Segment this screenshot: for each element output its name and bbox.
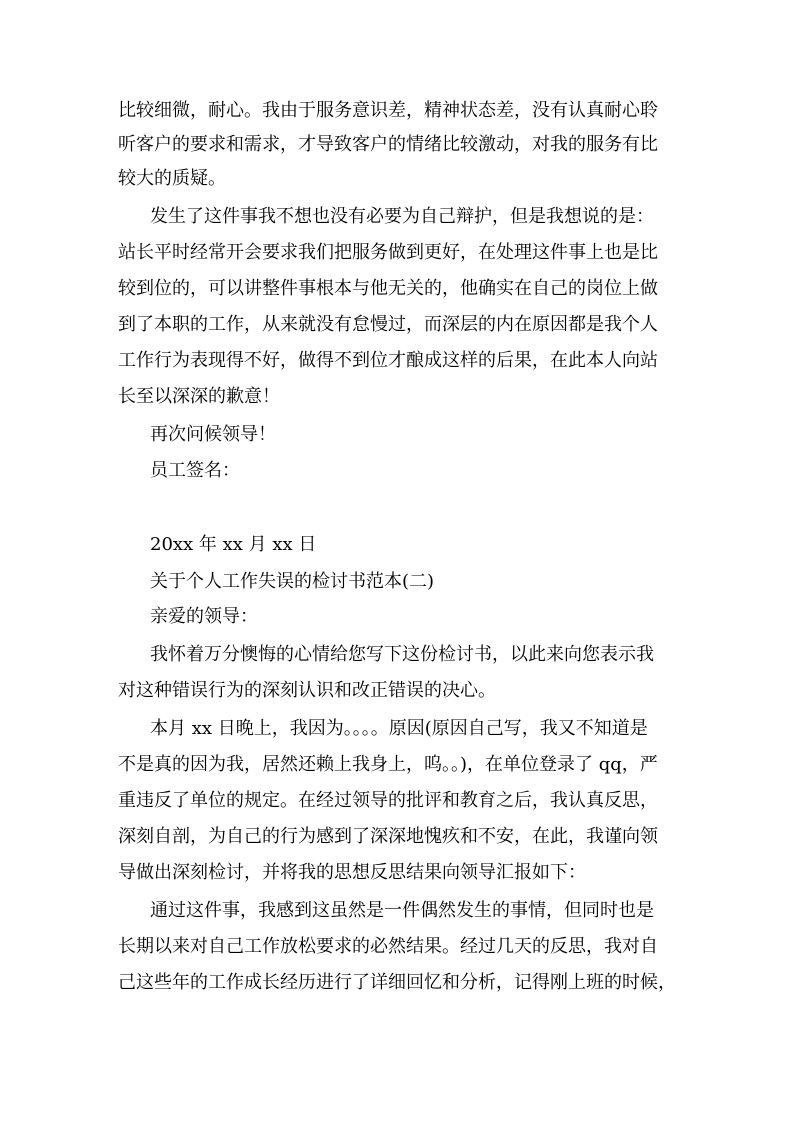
section-title: 关于个人工作失误的检讨书范本(二) — [150, 571, 435, 592]
text-line: 通过这件事，我感到这虽然是一件偶然发生的事情，但同时也是 — [150, 900, 654, 921]
text-line: 导做出深刻检讨，并将我的思想反思结果向领导汇报如下： — [118, 862, 586, 883]
text-line: 重违反了单位的规定。在经过领导的批评和教育之后，我认真反思， — [118, 790, 658, 811]
text-line: 长期以来对自己工作放松要求的必然结果。经过几天的反思，我对自 — [118, 936, 658, 957]
text-line: 到了本职的工作，从来就没有怠慢过，而深层的内在原因都是我个人 — [118, 314, 658, 335]
text-line: 发生了这件事我不想也没有必要为自己辩护，但是我想说的是： — [150, 206, 654, 227]
salutation: 亲爱的领导： — [150, 606, 258, 627]
signature-label: 员工签名： — [150, 460, 240, 481]
text-line: 本月 xx 日晚上，我因为。。。。原因(原因自己写，我又不知道是 — [150, 718, 648, 739]
text-line: 对这种错误行为的深刻认识和改正错误的决心。 — [118, 680, 496, 701]
text-line: 我怀着万分懊悔的心情给您写下这份检讨书，以此来向您表示我 — [150, 644, 654, 665]
text-line: 深刻自剖，为自己的行为感到了深深地愧疚和不安，在此，我谨向领 — [118, 826, 658, 847]
text-line: 听客户的要求和需求，才导致客户的情绪比较激动，对我的服务有比 — [118, 134, 658, 155]
text-line: 工作行为表现得不好，做得不到位才酿成这样的后果，在此本人向站 — [118, 350, 658, 371]
date-line: 20xx 年 xx 月 xx 日 — [150, 534, 317, 555]
text-line: 站长平时经常开会要求我们把服务做到更好，在处理这件事上也是比 — [118, 242, 658, 263]
text-line: 己这些年的工作成长经历进行了详细回忆和分析，记得刚上班的时候， — [118, 972, 676, 993]
text-line: 比较细微，耐心。我由于服务意识差，精神状态差，没有认真耐心聆 — [118, 100, 658, 121]
text-line: 不是真的因为我，居然还赖上我身上，呜。。)，在单位登录了 qq，严 — [118, 754, 658, 775]
text-line: 再次问候领导！ — [150, 424, 276, 445]
text-line: 较到位的，可以讲整件事根本与他无关的，他确实在自己的岗位上做 — [118, 278, 658, 299]
text-line: 较大的质疑。 — [118, 168, 226, 189]
text-line: 长至以深深的歉意！ — [118, 386, 280, 407]
